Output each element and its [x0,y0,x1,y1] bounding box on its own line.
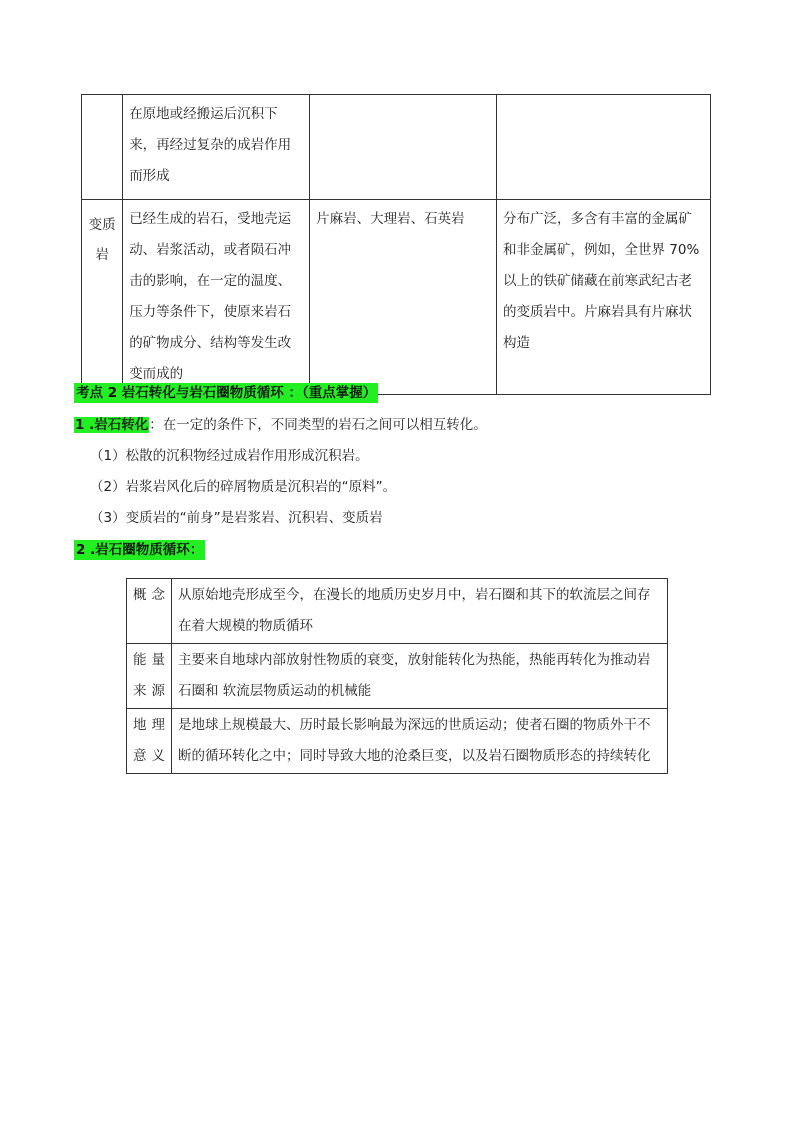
rock-type-cell: 变质岩 [82,200,123,395]
row-header-cell: 能量来源 [127,644,172,709]
section-heading: 考点 2 岩石转化与岩石圈物质循环 ：（重点掌握） [76,385,377,401]
table-row [127,709,668,774]
row-header-cell: 地理意义 [127,709,172,774]
list-item: （2）岩浆岩风化后的碎屑物质是沉积岩的“原料”。 [90,479,397,495]
row-header-cell: 概念 [127,579,172,644]
distribution-cell: 分布广泛，多含有丰富的金属矿和非金属矿，例如，全世界 70%以上的铁矿储藏在前寒武纪古老的变质岩中。片麻岩具有片麻状构造 [496,200,710,395]
list-item: （3）变质岩的“前身”是岩浆岩、沉积岩、变质岩 [90,510,383,526]
table-row [127,579,668,644]
table-row [82,200,711,395]
row-body-cell: 主要来自地球内部放射性物质的衰变，放射能转化为热能，热能再转化为推动岩石圈和 软流层物质运动的机械能 [172,644,668,709]
subsection-heading: 2 .岩石圈物质循环： [76,542,204,558]
formation-cell: 在原地或经搬运后沉积下来，再经过复杂的成岩作用而形成 [123,95,310,200]
table-row [127,644,668,709]
paragraph-rock-transformation [74,415,487,435]
examples-cell: 片麻岩、大理岩、石英岩 [310,200,497,395]
list-item: （1）松散的沉积物经过成岩作用形成沉积岩。 [90,448,369,464]
paragraph-text: ：在一定的条件下，不同类型的岩石之间可以相互转化。 [149,417,487,433]
rock-cycle-table [126,578,668,774]
table-row [82,95,711,200]
formation-cell: 已经生成的岩石，受地壳运动、岩浆活动，或者陨石冲击的影响，在一定的温度、压力等条件下，使原来岩石的矿物成分、结构等发生改变而成的 [123,200,310,395]
row-body-cell: 从原始地壳形成至今，在漫长的地质历史岁月中，岩石圈和其下的软流层之间存在着大规模的物质循环 [172,579,668,644]
paragraph-lead: 1 .岩石转化 [75,417,149,433]
rock-types-table [81,94,711,395]
examples-cell [310,95,497,200]
rock-type-cell [82,95,123,200]
row-body-cell: 是地球上规模最大、历时最长影响最为深远的世质运动；使者石圈的物质外干不断的循环转化之中；同时导致大地的沧桑巨变，以及岩石圈物质形态的持续转化 [172,709,668,774]
distribution-cell [496,95,710,200]
